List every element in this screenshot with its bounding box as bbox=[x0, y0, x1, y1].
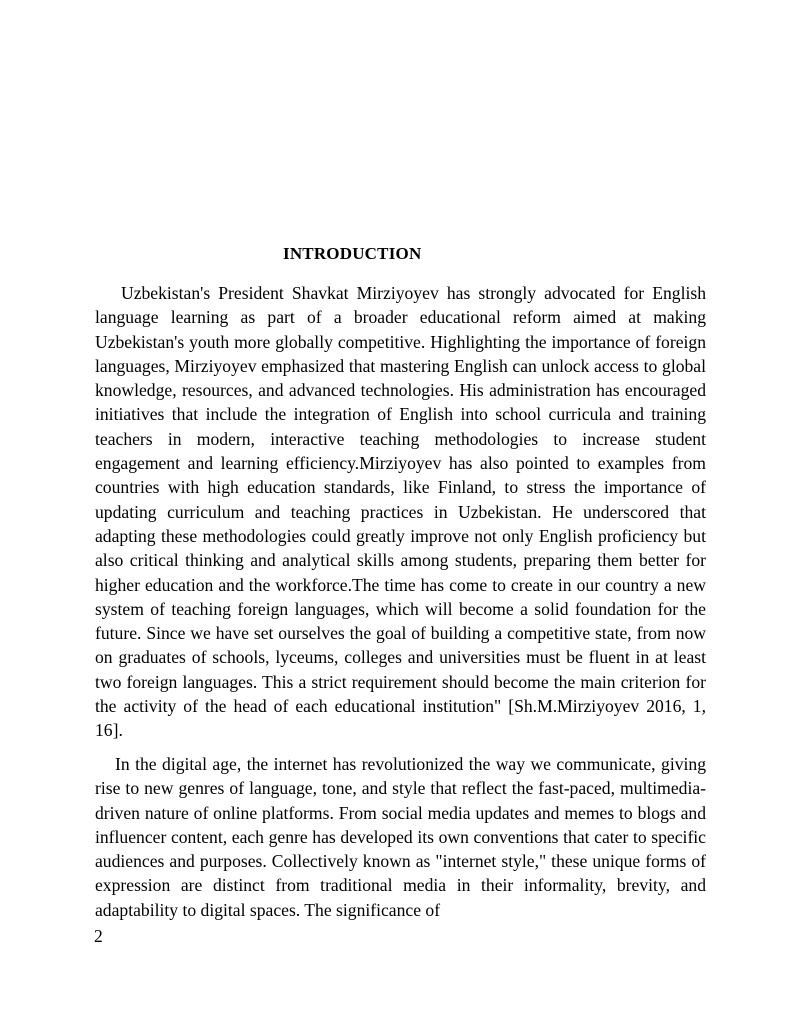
page-number: 2 bbox=[94, 926, 103, 946]
paragraph-1: Uzbekistan's President Shavkat Mirziyoyev has strongly advocated for English language learning as part of a broader educational reform aimed at making Uzbekistan's youth more globally competitive. Highlighting the importance of foreign languages, Mirziyoyev emphasized that mastering English can unlock access to global knowledge, resources, and advanced technologies. His administration has encouraged initiatives that include the integration of English into school curricula and training teachers in modern, interactive teaching methodologies to increase student engagement and learning efficiency.Mirziyoyev has also pointed to examples from countries with high education standards, like Finland, to stress the importance of updating curriculum and teaching practices in Uzbekistan. He underscored that adapting these methodologies could greatly improve not only English proficiency but also critical thinking and analytical skills among students, preparing them better for higher education and the workforce.The time has come to create in our country a new system of teaching foreign languages, which will become a solid foundation for the future. Since we have set ourselves the goal of building a competitive state, from now on graduates of schools, lyceums, colleges and universities must be fluent in at least two foreign languages. This a strict requirement should become the main criterion for the activity of the head of each educational institution" [Sh.M.Mirziyoyev 2016, 1, 16]. bbox=[95, 283, 706, 741]
section-heading: INTRODUCTION bbox=[283, 244, 422, 263]
paragraph-2: In the digital age, the internet has revolutionized the way we communicate, giving rise to new genres of language, tone, and style that reflect the fast-paced, multimedia-driven nature of online platforms. From social media updates and memes to blogs and influencer content, each genre has developed its own conventions that cater to specific audiences and purposes. Collectively known as "internet style," these unique forms of expression are distinct from traditional media in their informality, brevity, and adaptability to digital spaces. The significance of bbox=[95, 754, 706, 920]
